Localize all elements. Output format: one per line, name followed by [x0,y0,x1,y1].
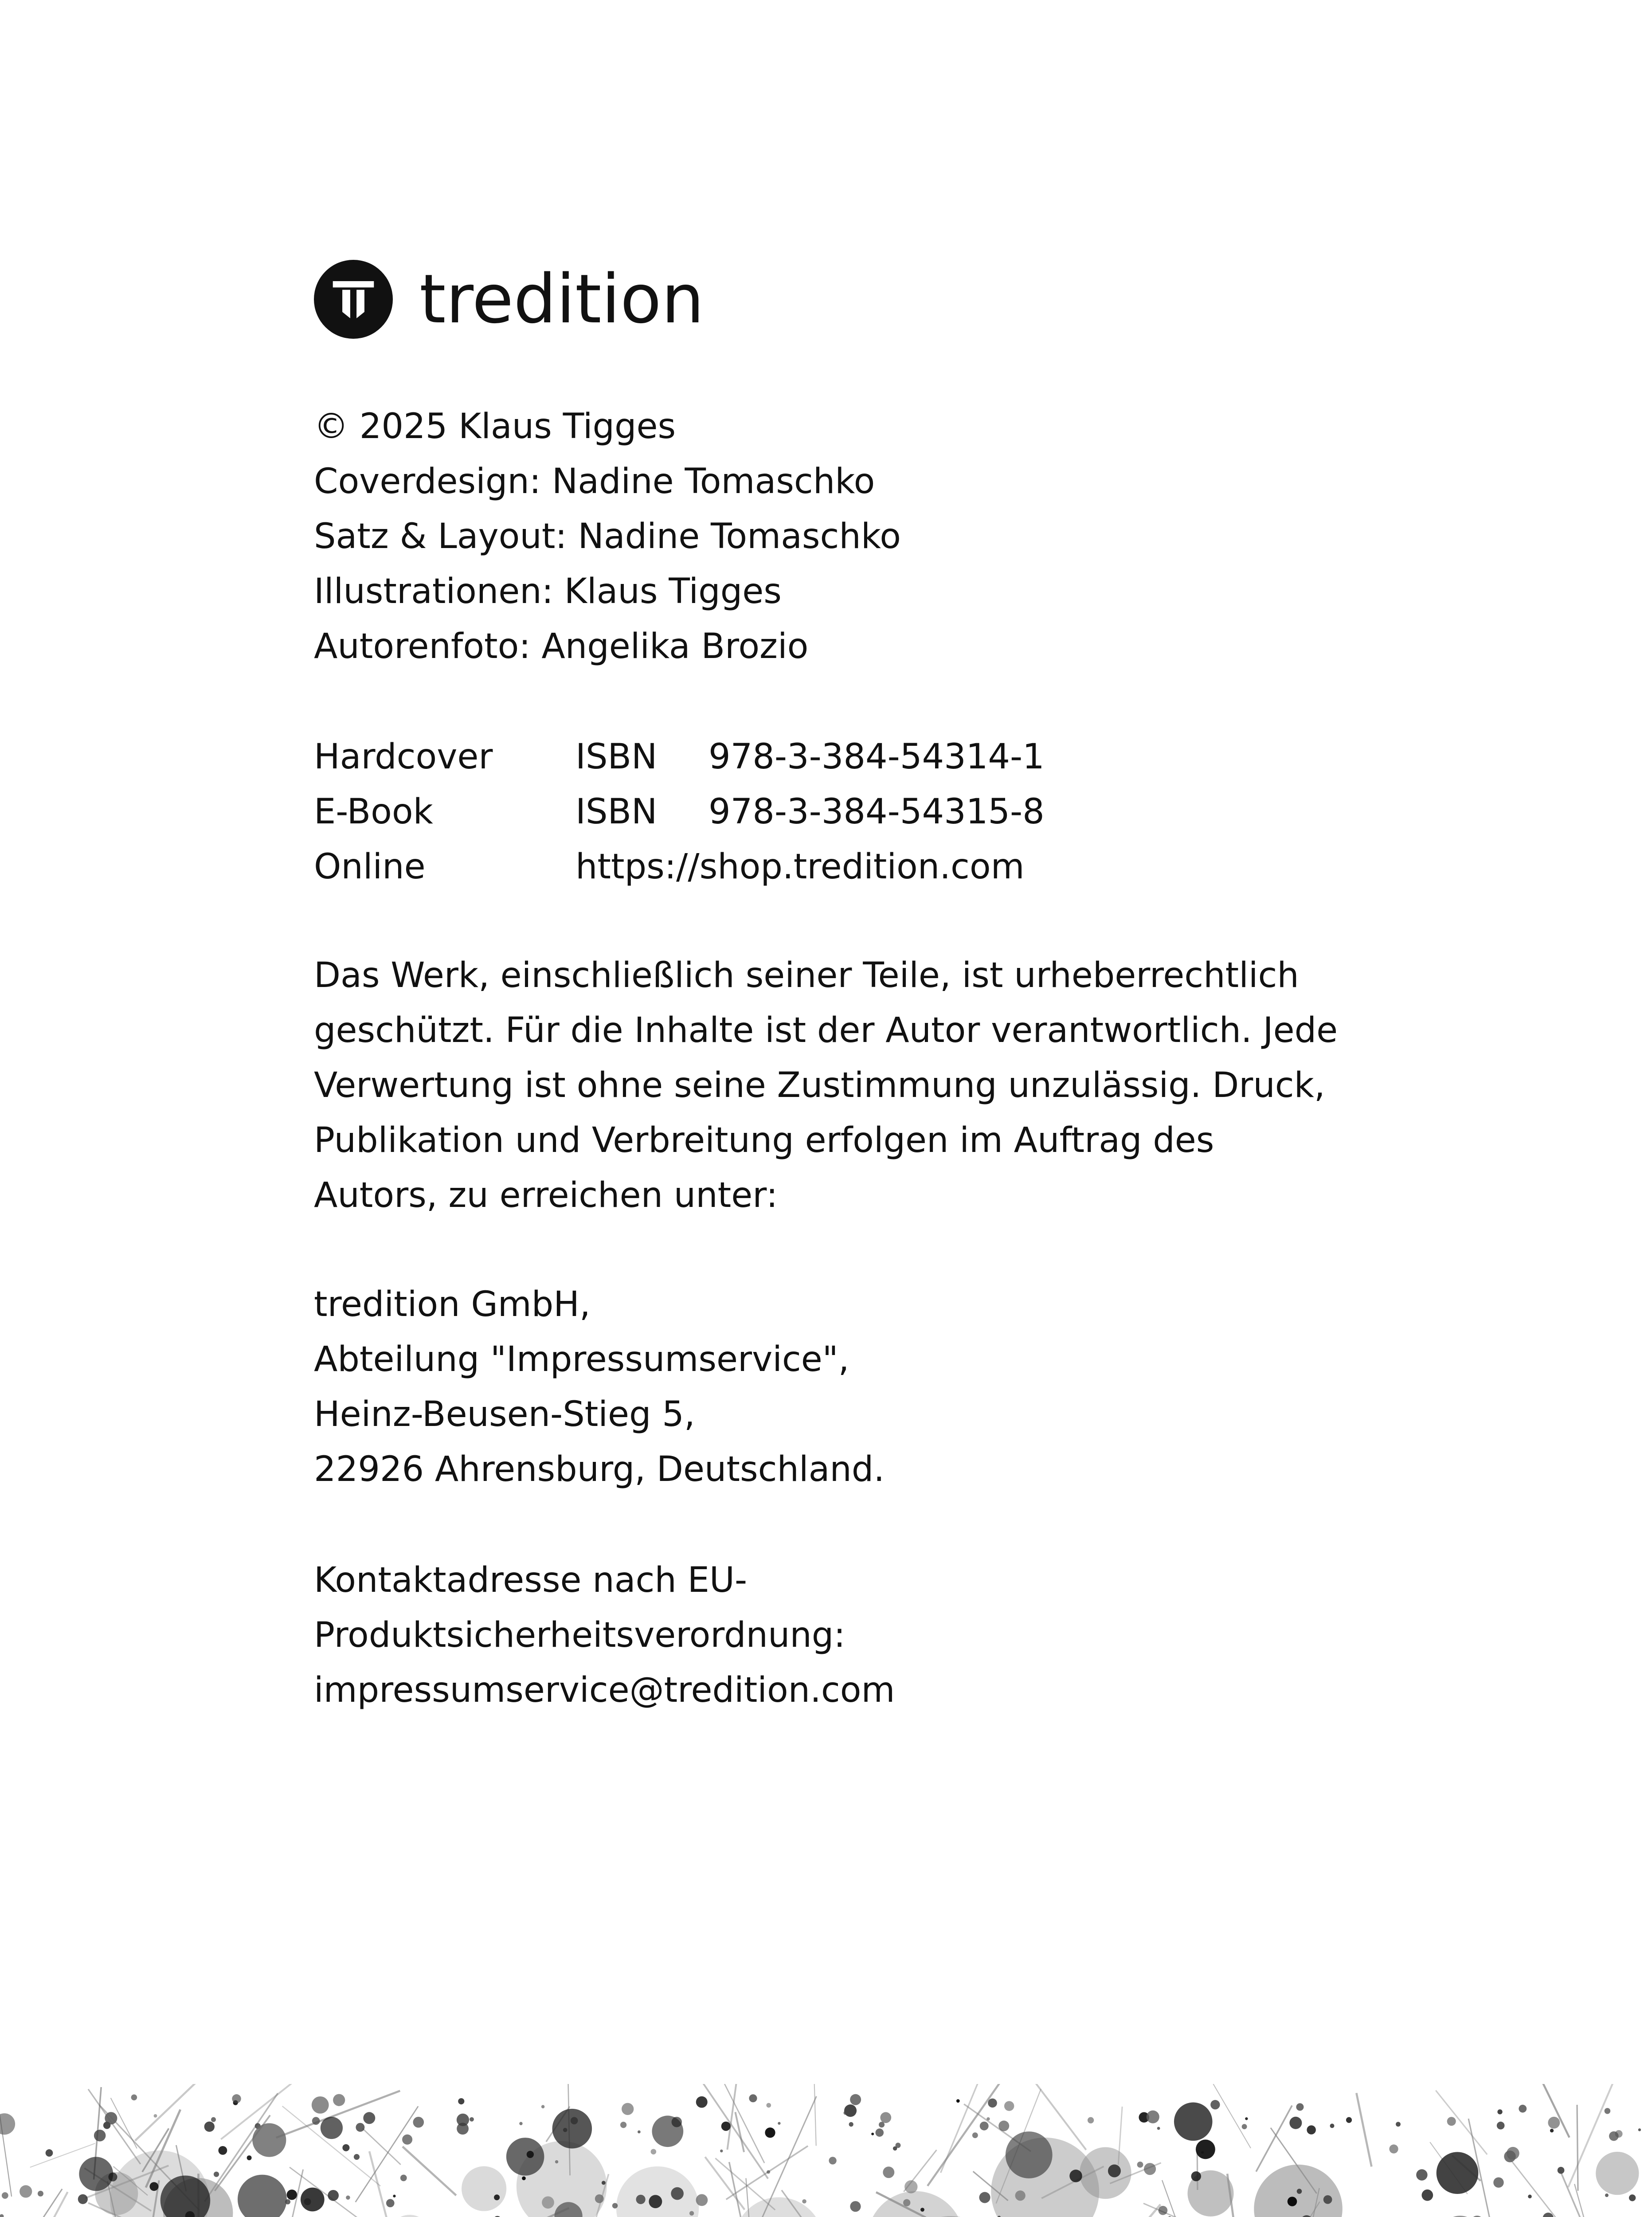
splatter-streak [1538,2084,1570,2138]
splatter-dot [765,2127,775,2138]
splatter-dot [1605,2108,1611,2114]
splatter-dot [1242,2124,1247,2129]
author-photo-line: Autorenfoto: Angelika Brozio [314,627,809,666]
splatter-dot [38,2191,43,2197]
splatter-dot [321,2117,343,2139]
splatter-dot [108,2173,117,2182]
splatter-streak [1560,2170,1589,2217]
splatter-dot [522,2176,526,2180]
splatter-dot [1493,2177,1503,2187]
splatter-dot [541,2105,545,2108]
splatter-dot [850,2094,861,2105]
splatter-dot [920,2208,924,2212]
splatter-dot [94,2130,106,2142]
splatter-dot [1006,2131,1053,2178]
splatter-dot [1519,2105,1527,2113]
splatter-wash [616,2166,699,2217]
splatter-streak [705,2157,744,2209]
splatter-dot [1437,2152,1479,2194]
splatter-dot [356,2123,364,2132]
edition-row-online [314,839,1045,894]
splatter-dot [620,2122,626,2128]
splatter-streak [697,2084,768,2178]
credits-block [314,399,901,674]
splatter-dot [2,2192,8,2199]
splatter-dot [555,2160,558,2163]
splatter-streak [814,2084,816,2146]
splatter-streak [403,2146,456,2195]
legal-line: Publikation und Verbreitung erfolgen im Auftrag des [314,1120,1214,1160]
splatter-dot [956,2099,960,2103]
splatter-dot [458,2098,464,2104]
splatter-dot [354,2154,360,2160]
edition-format: Online [314,847,426,887]
splatter-dot [1015,2190,1026,2201]
splatter-dot [1558,2167,1565,2174]
splatter-dot [829,2157,836,2164]
splatter-dot [1245,2117,1248,2120]
splatter-dot [850,2201,861,2212]
splatter-dot [972,2132,978,2138]
splatter-dot [1288,2197,1297,2206]
splatter-dot [0,2113,15,2135]
splatter-dot [1157,2127,1160,2130]
splatter-dot [602,2181,606,2185]
splatter-dot [506,2138,544,2176]
splatter-dot [636,2195,645,2204]
splatter-dot [312,2117,320,2125]
splatter-dot [400,2174,407,2181]
publisher-logo [314,260,704,339]
splatter-dot [149,2182,158,2191]
splatter-dot [346,2195,350,2199]
splatter-dot [287,2190,297,2200]
edition-row-ebook [314,784,1045,839]
legal-line: geschützt. Für die Inhalte ist der Autor verantwortlich. Jede [314,1011,1338,1050]
splatter-dot [563,2128,568,2132]
edition-id-type: ISBN [575,737,658,777]
splatter-dot [638,2131,641,2134]
splatter-streak [1574,2184,1585,2217]
address-line: 22926 Ahrensburg, Deutschland. [314,1449,885,1489]
splatter-dot [218,2146,227,2155]
shop-url: https://shop.tredition.com [575,847,1025,887]
splatter-dot [494,2194,500,2200]
splatter-dot [612,2203,618,2208]
splatter-dot [1422,2190,1433,2201]
splatter-dot [696,2194,708,2206]
splatter-dot [871,2133,874,2135]
splatter-dot [720,2150,723,2152]
splatter-streak [0,2095,12,2197]
splatter-dot [987,2117,990,2121]
splatter-streak [27,2192,67,2217]
legal-line: Das Werk, einschließlich seiner Teile, ist urheberrechtlich [314,956,1299,995]
layout-line: Satz & Layout: Nadine Tomaschko [314,517,901,556]
edition-table [314,729,1045,894]
splatter-dot [0,2214,4,2217]
address-line: tredition GmbH, [314,1285,591,1324]
splatter-dot [880,2112,891,2123]
contact-block [314,1553,895,1718]
edition-format: E-Book [314,792,433,832]
splatter-dot [778,2122,780,2125]
legal-notice [314,948,1338,1223]
splatter-wash [389,2215,430,2217]
address-line: Heinz-Beusen-Stieg 5, [314,1394,695,1434]
splatter-dot [844,2104,857,2117]
splatter-streak [1508,2156,1596,2217]
splatter-dot [328,2190,339,2201]
splatter-dot [78,2194,88,2204]
logo-wordmark: tredition [419,260,705,338]
splatter-dot [46,2149,53,2157]
splatter-dot [1191,2171,1201,2181]
splatter-dot [1174,2102,1213,2141]
copyright-line: © 2025 Klaus Tigges [314,407,676,447]
splatter-streak [1134,2205,1160,2217]
contact-line: Kontaktadresse nach EU- [314,1560,748,1600]
splatter-dot [802,2199,806,2204]
splatter-dot [766,2103,771,2108]
splatter-dot [849,2122,853,2127]
splatter-dot [363,2112,375,2124]
splatter-dot [1137,2162,1143,2168]
splatter-dot [988,2099,997,2108]
splatter-dot [1548,2117,1560,2129]
contact-email: impressumservice@tredition.com [314,1670,895,1710]
legal-line: Verwertung ist ohne seine Zustimmung unzulässig. Druck, [314,1065,1325,1105]
illustrations-line: Illustrationen: Klaus Tigges [314,572,782,611]
edition-id-type: ISBN [575,792,658,832]
splatter-streak [363,2128,401,2165]
splatter-dot [204,2122,215,2132]
publisher-address [314,1277,885,1497]
splatter-dot [79,2157,113,2191]
splatter-streak [1577,2105,1578,2191]
address-line: Abteilung "Impressumservice", [314,1340,849,1379]
splatter-dot [1210,2100,1220,2109]
splatter-dot [1159,2206,1168,2215]
splatter-dot [649,2195,662,2208]
splatter-dot [1550,2129,1554,2132]
splatter-dot [622,2103,634,2115]
splatter-wash [1596,2152,1639,2195]
splatter-dot [1144,2163,1156,2175]
tredition-logo-icon [314,260,393,339]
splatter-dot [131,2094,137,2100]
splatter-dot [1330,2123,1335,2128]
splatter-dot [1389,2144,1398,2153]
splatter-dot [1346,2117,1352,2123]
splatter-dot [457,2114,469,2126]
splatter-dot [1297,2189,1302,2194]
cover-design-line: Coverdesign: Nadine Tomaschko [314,462,875,501]
edition-isbn: 978-3-384-54315-8 [709,792,1045,832]
edition-isbn: 978-3-384-54314-1 [709,737,1045,777]
splatter-dot [1108,2165,1121,2178]
splatter-dot [342,2144,349,2151]
splatter-dot [519,2122,522,2125]
splatter-dot [1504,2150,1516,2162]
splatter-dot [1528,2195,1531,2198]
splatter-dot [552,2109,592,2149]
splatter-dot [103,2122,110,2129]
splatter-dot [1069,2170,1082,2182]
splatter-dot [1396,2122,1401,2127]
splatter-dot [333,2094,345,2106]
splatter-dot [721,2122,731,2131]
splatter-dot [1289,2117,1302,2129]
ink-splatter-decoration [0,2084,1652,2217]
splatter-dot [979,2192,990,2203]
splatter-dot [542,2196,554,2209]
splatter-dot [879,2122,885,2127]
splatter-dot [875,2128,884,2137]
splatter-dot [651,2149,657,2154]
splatter-dot [893,2146,897,2151]
splatter-dot [402,2135,412,2145]
splatter-dot [998,2121,1009,2131]
splatter-dot [386,2199,395,2207]
splatter-dot [1147,2111,1159,2123]
splatter-dot [154,2114,157,2118]
splatter-dot [749,2094,757,2102]
splatter-dot [470,2117,474,2122]
splatter-wash [1080,2147,1131,2199]
splatter-dot [252,2123,286,2157]
contact-line: Produktsicherheitsverordnung: [314,1615,846,1655]
splatter-dot [1088,2117,1094,2123]
splatter-dot [247,2155,252,2160]
splatter-dot [1196,2139,1215,2159]
splatter-dot [1497,2122,1505,2130]
splatter-dot [232,2094,241,2103]
splatter-dot [1004,2101,1014,2111]
splatter-wash [462,2166,506,2211]
splatter-streak [1436,2091,1487,2154]
splatter-streak [1356,2093,1371,2166]
legal-line: Autors, zu erreichen unter: [314,1175,778,1215]
splatter-dot [1323,2195,1332,2204]
splatter-dot [1416,2169,1427,2180]
splatter-dot [1497,2109,1502,2114]
splatter-dot [1447,2117,1456,2126]
splatter-dot [211,2117,216,2122]
splatter-dot [1605,2193,1609,2197]
splatter-dot [904,2180,917,2193]
splatter-dot [1615,2130,1623,2138]
splatter-dot [1296,2103,1304,2111]
splatter-dot [238,2175,287,2217]
splatter-dot [767,2170,770,2174]
splatter-dot [312,2096,329,2114]
splatter-dot [671,2187,684,2200]
splatter-dot [413,2117,424,2128]
splatter-dot [214,2172,219,2177]
splatter-dot [696,2096,708,2108]
splatter-dot [1307,2125,1316,2135]
splatter-dot [652,2115,683,2147]
splatter-dot [527,2151,534,2158]
splatter-dot [301,2188,325,2212]
splatter-dot [1638,2128,1641,2131]
splatter-dot [1629,2194,1636,2201]
splatter-dot [903,2199,910,2206]
splatter-dot [980,2122,989,2131]
splatter-dot [689,2211,694,2216]
splatter-streak [1256,2106,1292,2172]
splatter-dot [393,2195,395,2197]
splatter-streak [1210,2084,1251,2148]
splatter-dot [595,2194,604,2203]
edition-format: Hardcover [314,737,493,777]
splatter-dot [883,2166,894,2178]
edition-row-hardcover [314,729,1045,784]
splatter-dot [1201,2151,1204,2154]
splatter-dot [20,2185,32,2197]
